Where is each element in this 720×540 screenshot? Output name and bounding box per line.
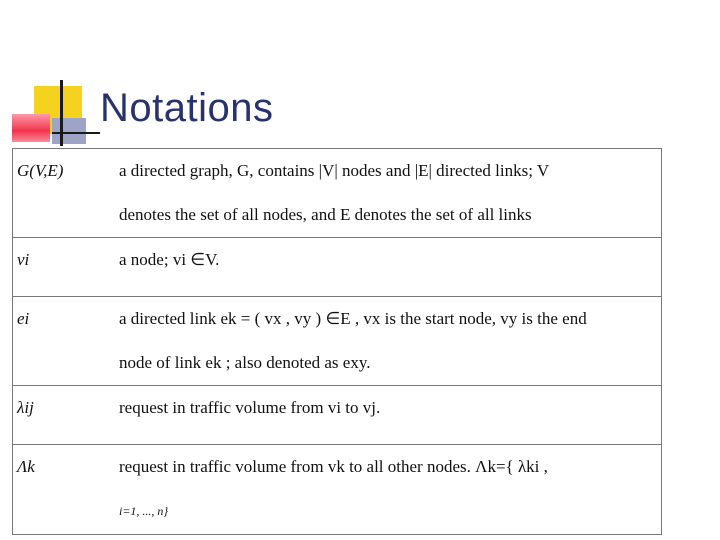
notation-description: node of link ek ; also denoted as exy.: [119, 353, 371, 372]
table-row: [13, 445, 662, 535]
notation-symbol: G(V,E): [17, 161, 64, 180]
notation-table: [12, 148, 662, 535]
notation-description: i=1, ..., n}: [119, 504, 169, 518]
notation-symbol: λij: [17, 398, 34, 417]
table-row: [13, 238, 662, 297]
decor-vertical-bar: [60, 80, 63, 146]
table-row: [13, 297, 662, 386]
notation-description: request in traffic volume from vi to vj.: [119, 398, 381, 417]
decor-red-square: [12, 114, 50, 142]
table-row: [13, 386, 662, 445]
table-row: [13, 149, 662, 238]
notation-description: a directed link ek = ( vx , vy ) ∈E , vx is the start node, vy is the end: [119, 309, 587, 328]
notation-description: a node; vi ∈V.: [119, 250, 220, 269]
notation-symbol: ei: [17, 309, 30, 328]
notation-symbol: vi: [17, 250, 30, 269]
notation-symbol: Λk: [17, 457, 35, 476]
decor-blue-square: [52, 118, 86, 144]
notation-description: a directed graph, G, contains |V| nodes and |E| directed links; V: [119, 161, 550, 180]
slide-title: Notations: [100, 86, 274, 130]
notation-description: request in traffic volume from vk to all other nodes. Λk={ λki ,: [119, 457, 548, 476]
notation-description: denotes the set of all nodes, and E denotes the set of all links: [119, 205, 532, 224]
decor-horizontal-bar: [52, 132, 100, 134]
